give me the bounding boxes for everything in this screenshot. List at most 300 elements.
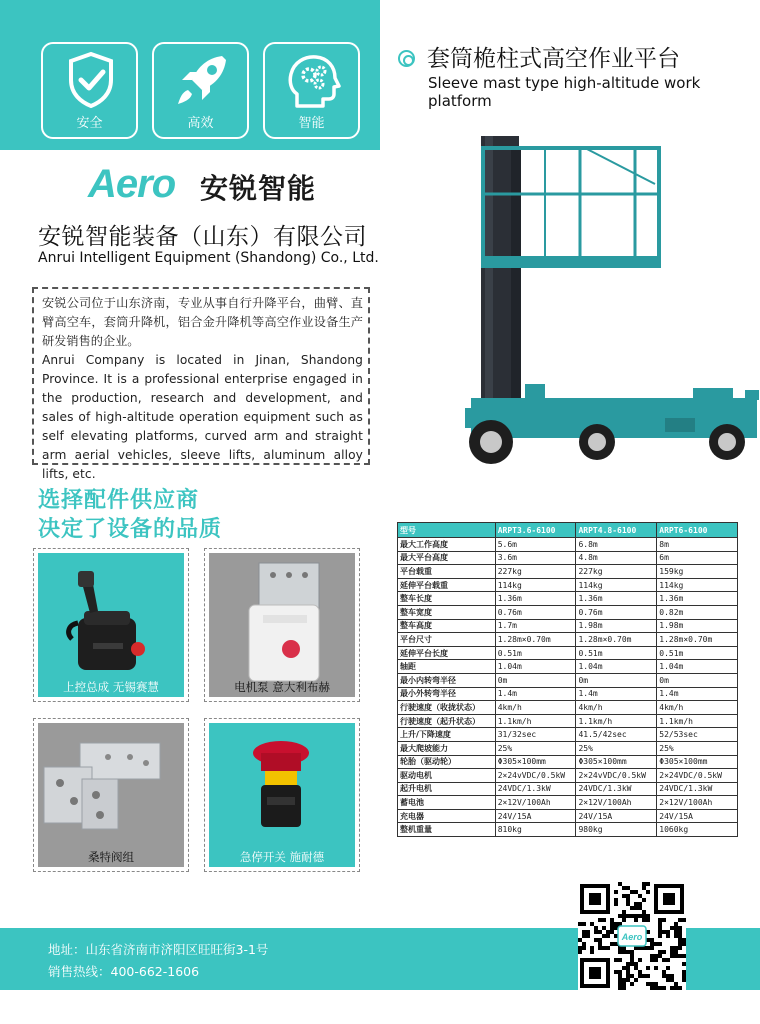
spec-value: 0.51m — [576, 646, 657, 660]
part-card-controller — [33, 548, 189, 702]
qr-module — [590, 950, 594, 954]
qr-module — [618, 986, 622, 990]
feature-label: 高效 — [187, 116, 214, 131]
qr-module — [582, 934, 586, 938]
spec-value: 2×24vVDC/0.5kW — [495, 769, 576, 783]
qr-module — [638, 974, 642, 978]
spec-value: 52/53sec — [657, 728, 738, 742]
spec-value: 8m — [657, 538, 738, 552]
spec-value: 24V/15A — [495, 809, 576, 823]
qr-module — [586, 930, 590, 934]
spec-value: 0.76m — [576, 605, 657, 619]
spec-value: 31/32sec — [495, 728, 576, 742]
qr-module — [598, 942, 602, 946]
qr-module — [610, 922, 614, 926]
spec-value: 4km/h — [495, 701, 576, 715]
spec-value: 1.36m — [495, 592, 576, 606]
spec-header-model: ARPT3.6-6100 — [495, 523, 576, 538]
footer-address: 地址：山东省济南市济阳区旺旺街3-1号 — [48, 942, 269, 957]
spec-value: 1.36m — [657, 592, 738, 606]
qr-module — [646, 918, 650, 922]
spec-param-name: 整车宽度 — [398, 605, 496, 619]
qr-module — [670, 954, 674, 958]
spec-value: 1.1km/h — [657, 714, 738, 728]
qr-module — [602, 934, 606, 938]
qr-module — [578, 950, 582, 954]
spec-value: 1.28m×0.70m — [576, 633, 657, 647]
qr-module — [646, 966, 650, 970]
qr-module — [602, 918, 606, 922]
part-card-valve — [33, 718, 189, 872]
feature-intelligence — [263, 42, 360, 139]
qr-module — [642, 882, 646, 886]
sleeve-mast-platform-image — [465, 128, 760, 473]
spec-row — [398, 619, 738, 633]
spec-param-name: 平台载重 — [398, 565, 496, 579]
qr-module — [602, 926, 606, 930]
qr-module — [598, 938, 602, 942]
qr-module — [630, 958, 634, 962]
part-card-pump — [204, 548, 360, 702]
slogan-line-1: 选择配件供应商 — [38, 488, 200, 513]
spec-row — [398, 565, 738, 579]
shield-check-icon — [61, 50, 121, 110]
part-caption: 桑特阀组 — [88, 850, 134, 864]
spec-value: 4.8m — [576, 551, 657, 565]
spec-header-row — [398, 523, 738, 538]
qr-module — [670, 974, 674, 978]
spec-row — [398, 782, 738, 796]
spec-value: 1.4m — [576, 687, 657, 701]
qr-module — [634, 962, 638, 966]
qr-module — [662, 930, 666, 934]
spec-header-model: ARPT6-6100 — [657, 523, 738, 538]
spec-value: 4km/h — [576, 701, 657, 715]
qr-module — [650, 986, 654, 990]
qr-module — [630, 962, 634, 966]
qr-module — [618, 978, 622, 982]
spec-row — [398, 823, 738, 837]
spec-value: 1.4m — [657, 687, 738, 701]
qr-module — [674, 926, 678, 930]
qr-module — [622, 886, 626, 890]
qr-module — [618, 970, 622, 974]
spec-row — [398, 755, 738, 769]
qr-module — [578, 922, 582, 926]
spec-param-name: 轴距 — [398, 660, 496, 674]
qr-module — [610, 926, 614, 930]
spec-row — [398, 687, 738, 701]
spec-param-name: 整车高度 — [398, 619, 496, 633]
spec-value: 2×12V/100Ah — [576, 796, 657, 810]
intro-en: Anrui Company is located in Jinan, Shandong Province. It is a professional enterprise engaged in the production, research and development, and sales of high-altitude operation equipment such as self elevating platforms, curved arm and straight arm aerial vehicles, sleeve lifts, aluminum alloy lifts, etc. — [42, 353, 363, 481]
qr-module — [582, 946, 586, 950]
qr-module — [626, 898, 630, 902]
feature-label: 安全 — [76, 116, 103, 131]
spec-value: 114kg — [495, 578, 576, 592]
qr-module — [582, 930, 586, 934]
qr-module — [578, 938, 582, 942]
qr-module — [646, 890, 650, 894]
spec-value: 0.76m — [495, 605, 576, 619]
qr-module — [598, 946, 602, 950]
qr-module — [654, 966, 658, 970]
spec-row — [398, 796, 738, 810]
qr-module — [626, 962, 630, 966]
qr-module — [670, 986, 674, 990]
qr-module — [614, 970, 618, 974]
spec-row — [398, 551, 738, 565]
bullet-icon — [398, 50, 415, 67]
qr-module — [646, 946, 650, 950]
qr-module — [642, 910, 646, 914]
qr-module — [634, 914, 638, 918]
qr-module — [622, 914, 626, 918]
spec-value: 0.51m — [657, 646, 738, 660]
qr-module — [598, 918, 602, 922]
qr-module — [662, 958, 666, 962]
qr-module — [670, 926, 674, 930]
qr-module — [590, 946, 594, 950]
qr-module — [642, 918, 646, 922]
logo-cn: 安锐智能 — [200, 172, 317, 205]
company-logo — [88, 162, 328, 206]
qr-module — [586, 934, 590, 938]
qr-module — [678, 954, 682, 958]
qr-module — [670, 978, 674, 982]
spec-value: 1.7m — [495, 619, 576, 633]
qr-module — [650, 958, 654, 962]
qr-module — [674, 922, 678, 926]
qr-module — [610, 930, 614, 934]
spec-value: 1.36m — [576, 592, 657, 606]
spec-value: 4km/h — [657, 701, 738, 715]
joystick-controller-image — [38, 553, 186, 699]
qr-module — [634, 966, 638, 970]
qr-module — [654, 942, 658, 946]
spec-value: 24VDC/1.3kW — [657, 782, 738, 796]
rocket-icon — [172, 50, 232, 110]
qr-module — [614, 958, 618, 962]
qr-module — [642, 974, 646, 978]
slogan-line-2: 决定了设备的品质 — [38, 517, 223, 542]
qr-module — [662, 974, 666, 978]
spec-value: 227kg — [576, 565, 657, 579]
spec-param-name: 最大爬坡能力 — [398, 741, 496, 755]
spec-value: 0.82m — [657, 605, 738, 619]
brain-gears-icon — [283, 50, 343, 110]
spec-param-name: 行驶速度（收拢状态） — [398, 701, 496, 715]
spec-value: 3.6m — [495, 551, 576, 565]
part-photo — [38, 553, 184, 697]
qr-module — [658, 942, 662, 946]
qr-module — [626, 894, 630, 898]
spec-value: 25% — [495, 741, 576, 755]
spec-param-name: 整车长度 — [398, 592, 496, 606]
spec-row — [398, 633, 738, 647]
spec-param-name: 起升电机 — [398, 782, 496, 796]
spec-value: 1.98m — [657, 619, 738, 633]
spec-param-name: 延伸平台长度 — [398, 646, 496, 660]
spec-value: 5.6m — [495, 538, 576, 552]
qr-module — [622, 918, 626, 922]
qr-module — [618, 958, 622, 962]
spec-value: Φ305×100mm — [657, 755, 738, 769]
spec-value: 980kg — [576, 823, 657, 837]
qr-module — [626, 966, 630, 970]
qr-module — [618, 974, 622, 978]
qr-module — [666, 934, 670, 938]
qr-module — [662, 950, 666, 954]
company-name-cn: 安锐智能装备（山东）有限公司 — [38, 224, 367, 250]
qr-module — [658, 934, 662, 938]
qr-module — [606, 930, 610, 934]
qr-module — [658, 926, 662, 930]
spec-value: 0.51m — [495, 646, 576, 660]
spec-param-name: 蓄电池 — [398, 796, 496, 810]
qr-module — [626, 978, 630, 982]
spec-param-name: 平台尺寸 — [398, 633, 496, 647]
qr-module — [678, 934, 682, 938]
spec-value: 1.4m — [495, 687, 576, 701]
spec-value: 0m — [576, 673, 657, 687]
qr-module — [654, 982, 658, 986]
spec-param-name: 最大工作高度 — [398, 538, 496, 552]
spec-value: 0m — [657, 673, 738, 687]
qr-module — [622, 910, 626, 914]
spec-value: 1.98m — [576, 619, 657, 633]
product-title-cn: 套筒桅柱式高空作业平台 — [427, 46, 680, 72]
spec-value: 2×12V/100Ah — [657, 796, 738, 810]
spec-value: 24VDC/1.3kW — [576, 782, 657, 796]
qr-module — [630, 890, 634, 894]
qr-module — [646, 982, 650, 986]
part-card-estop — [204, 718, 360, 872]
qr-module — [666, 958, 670, 962]
qr-module — [622, 894, 626, 898]
spec-value: Φ305×100mm — [576, 755, 657, 769]
qr-module — [638, 902, 642, 906]
qr-module — [622, 966, 626, 970]
qr-module — [638, 914, 642, 918]
qr-module — [682, 938, 686, 942]
qr-module — [622, 950, 626, 954]
qr-module — [654, 986, 658, 990]
logo-brand: Aero — [88, 162, 176, 206]
qr-module — [678, 926, 682, 930]
qr-logo: Aero — [621, 932, 643, 942]
spec-param-name: 驱动电机 — [398, 769, 496, 783]
qr-module — [662, 970, 666, 974]
qr-module — [674, 954, 678, 958]
qr-module — [594, 938, 598, 942]
spec-row — [398, 592, 738, 606]
spec-value: 25% — [576, 741, 657, 755]
qr-module — [658, 922, 662, 926]
part-photo — [209, 723, 355, 867]
qr-module — [630, 954, 634, 958]
motor-pump-image — [209, 553, 357, 699]
qr-module — [674, 986, 678, 990]
qr-module — [594, 930, 598, 934]
spec-value: 2×24VDC/0.5kW — [657, 769, 738, 783]
qr-module — [610, 918, 614, 922]
spec-value: 810kg — [495, 823, 576, 837]
qr-module — [678, 930, 682, 934]
qr-module — [682, 978, 686, 982]
qr-module — [646, 974, 650, 978]
qr-module — [594, 926, 598, 930]
qr-module — [674, 950, 678, 954]
spec-param-name: 轮胎（驱动轮） — [398, 755, 496, 769]
spec-value: 6.8m — [576, 538, 657, 552]
qr-module — [658, 918, 662, 922]
qr-module — [634, 902, 638, 906]
qr-module — [634, 978, 638, 982]
spec-param-name: 上升/下降速度 — [398, 728, 496, 742]
spec-param-name: 最大平台高度 — [398, 551, 496, 565]
spec-row — [398, 728, 738, 742]
qr-module — [582, 922, 586, 926]
qr-module — [614, 902, 618, 906]
spec-row — [398, 809, 738, 823]
qr-module — [666, 966, 670, 970]
spec-row — [398, 701, 738, 715]
qr-module — [614, 890, 618, 894]
qr-module — [622, 986, 626, 990]
qr-module — [634, 890, 638, 894]
qr-module — [638, 970, 642, 974]
qr-module — [666, 930, 670, 934]
qr-module — [658, 930, 662, 934]
qr-module — [578, 946, 582, 950]
spec-header-model: ARPT4.8-6100 — [576, 523, 657, 538]
spec-value: 25% — [657, 741, 738, 755]
spec-value: 1.28m×0.70m — [657, 633, 738, 647]
emergency-stop-image — [209, 723, 357, 869]
qr-module — [678, 942, 682, 946]
valve-block-image — [38, 723, 186, 869]
spec-value: 1.04m — [576, 660, 657, 674]
qr-module — [582, 942, 586, 946]
qr-module — [682, 962, 686, 966]
qr-module — [650, 938, 654, 942]
spec-value: 24V/15A — [657, 809, 738, 823]
qr-module — [598, 930, 602, 934]
spec-header-label: 型号 — [398, 523, 496, 538]
spec-body — [398, 538, 738, 837]
company-name-en: Anrui Intelligent Equipment (Shandong) Co., Ltd. — [38, 250, 379, 266]
spec-param-name: 延伸平台载重 — [398, 578, 496, 592]
spec-row — [398, 646, 738, 660]
spec-row — [398, 660, 738, 674]
qr-module — [662, 918, 666, 922]
qr-module — [630, 974, 634, 978]
qr-module — [646, 882, 650, 886]
feature-efficiency — [152, 42, 249, 139]
part-caption: 急停开关 施耐德 — [239, 850, 325, 864]
qr-module — [638, 906, 642, 910]
qr-module — [642, 914, 646, 918]
spec-value: 1.1km/h — [576, 714, 657, 728]
qr-module — [662, 986, 666, 990]
qr-module — [674, 946, 678, 950]
spec-value: 114kg — [576, 578, 657, 592]
qr-module — [658, 950, 662, 954]
feature-label: 智能 — [298, 116, 325, 131]
spec-param-name: 整机重量 — [398, 823, 496, 837]
spec-param-name: 最小外转弯半径 — [398, 687, 496, 701]
qr-module — [626, 914, 630, 918]
spec-value: 114kg — [657, 578, 738, 592]
spec-value: 41.5/42sec — [576, 728, 657, 742]
qr-module — [626, 974, 630, 978]
qr-module — [682, 942, 686, 946]
qr-module — [674, 934, 678, 938]
spec-value: 159kg — [657, 565, 738, 579]
qr-module — [626, 970, 630, 974]
qr-module — [606, 946, 610, 950]
qr-module — [642, 886, 646, 890]
qr-module — [626, 902, 630, 906]
spec-value: 2×12V/100Ah — [495, 796, 576, 810]
qr-module — [622, 978, 626, 982]
spec-row — [398, 769, 738, 783]
qr-module — [650, 946, 654, 950]
qr-module — [674, 982, 678, 986]
spec-row — [398, 578, 738, 592]
qr-module — [606, 934, 610, 938]
spec-param-name: 充电器 — [398, 809, 496, 823]
qr-module — [670, 946, 674, 950]
feature-safety — [41, 42, 138, 139]
qr-module — [626, 950, 630, 954]
product-title-en: Sleeve mast type high-altitude work platform — [428, 74, 701, 110]
qr-module — [658, 954, 662, 958]
qr-module — [630, 906, 634, 910]
qr-code-image — [578, 882, 686, 990]
qr-module — [682, 954, 686, 958]
spec-value: 1.04m — [657, 660, 738, 674]
qr-module — [682, 918, 686, 922]
company-intro — [32, 287, 370, 481]
spec-value: 6m — [657, 551, 738, 565]
qr-module — [590, 922, 594, 926]
qr-module — [602, 946, 606, 950]
spec-value: 24VDC/1.3kW — [495, 782, 576, 796]
product-title — [398, 40, 680, 73]
qr-module — [674, 930, 678, 934]
qr-module — [614, 898, 618, 902]
qr-module — [618, 882, 622, 886]
qr-module — [678, 938, 682, 942]
spec-table — [397, 522, 738, 837]
qr-module — [642, 898, 646, 902]
spec-value: Φ305×100mm — [495, 755, 576, 769]
spec-row — [398, 741, 738, 755]
qr-module — [614, 922, 618, 926]
qr-module — [618, 950, 622, 954]
qr-module — [650, 982, 654, 986]
qr-module — [666, 978, 670, 982]
spec-param-name: 行驶速度（起升状态） — [398, 714, 496, 728]
qr-module — [650, 954, 654, 958]
spec-value: 24V/15A — [576, 809, 657, 823]
qr-module — [654, 958, 658, 962]
part-photo — [38, 723, 184, 867]
feature-panel — [0, 0, 380, 150]
spec-row — [398, 538, 738, 552]
